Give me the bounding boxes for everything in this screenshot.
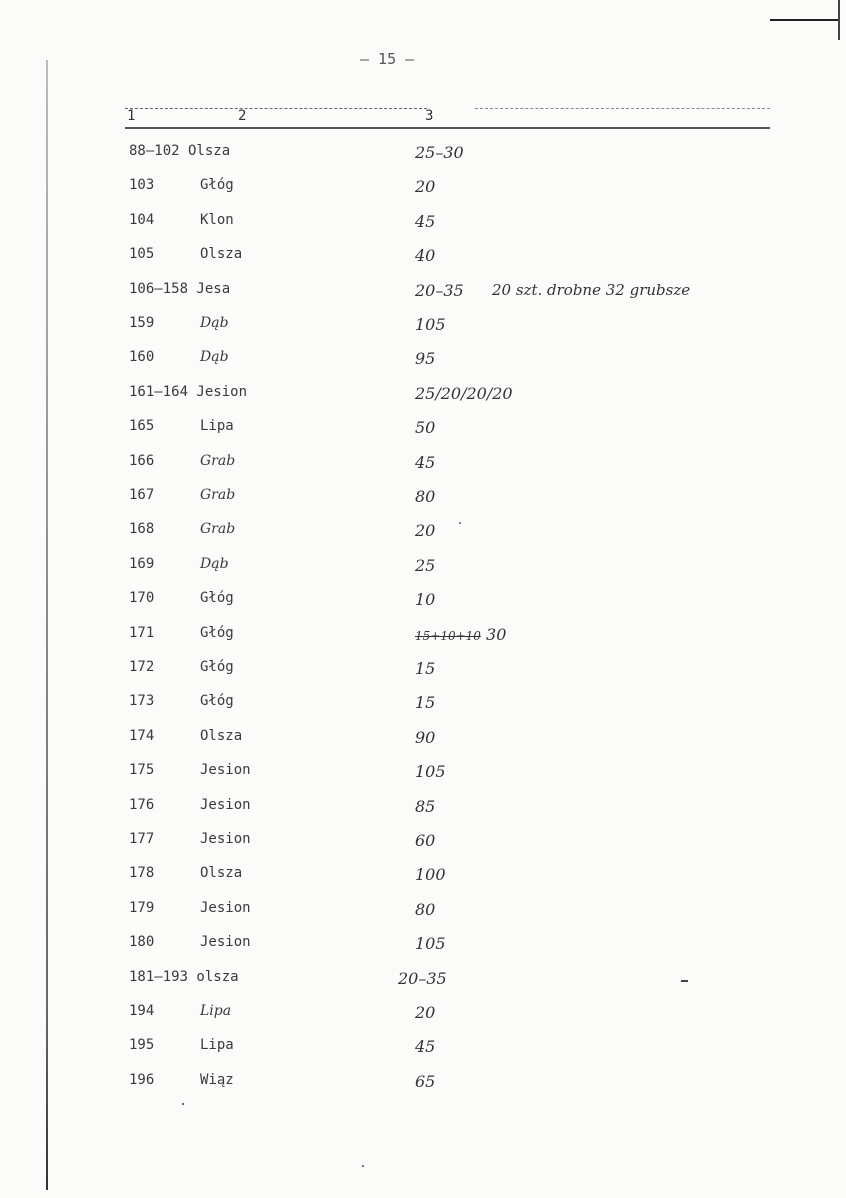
stray-dot [182,1103,184,1105]
stray-dot [459,522,461,524]
table-row [0,143,846,167]
row-number: 179 [129,900,155,916]
table-row [0,762,846,786]
row-value: 25/20/20/20 [415,384,513,403]
row-value: 90 [415,728,436,747]
row-value: 25 [415,556,436,575]
row-species: Dąb [200,556,229,572]
row-value: 60 [415,831,436,850]
row-number: 169 [129,556,155,572]
table-row [0,1072,846,1096]
row-value: 45 [415,212,436,231]
row-value: 100 [415,865,446,884]
row-number-range-species: 88–102 Olsza [129,143,231,159]
row-number: 177 [129,831,155,847]
row-species: Jesion [200,762,251,778]
table-row [0,693,846,717]
row-value: 80 [415,900,436,919]
table-row [0,521,846,545]
row-number-range-species: 161–164 Jesion [129,384,248,400]
row-species: Jesion [200,900,251,916]
table-row [0,900,846,924]
row-value: 105 [415,934,446,953]
row-number: 174 [129,728,155,744]
row-number-range-species: 106–158 Jesa [129,281,231,297]
row-species: Głóg [200,693,234,709]
row-number: 160 [129,349,155,365]
row-number: 167 [129,487,155,503]
row-number: 175 [129,762,155,778]
row-value: 20 [415,521,436,540]
row-number: 168 [129,521,155,537]
struck-value: 15+10+10 [415,629,481,643]
row-number: 171 [129,625,155,641]
row-species: Lipa [200,1037,234,1053]
row-number-range-species: 181–193 olsza [129,969,239,985]
row-number: 105 [129,246,155,262]
table-row [0,797,846,821]
table-row [0,281,846,305]
table-row [0,934,846,958]
stray-dash-mark [681,980,688,982]
row-species: Dąb [200,315,229,331]
row-species: Głóg [200,590,234,606]
table-row [0,177,846,201]
row-number: 104 [129,212,155,228]
row-number: 173 [129,693,155,709]
row-number: 195 [129,1037,155,1053]
row-species: Jesion [200,831,251,847]
row-species: Dąb [200,349,229,365]
table-row [0,831,846,855]
row-value: 85 [415,797,436,816]
header-bottom-line [125,127,770,129]
header-col-2: 2 [238,108,247,124]
row-species: Głóg [200,625,234,641]
row-species: Jesion [200,797,251,813]
table-row [0,453,846,477]
header-top-line-right [475,108,770,109]
row-value: 50 [415,418,436,437]
row-species: Lipa [200,418,234,434]
table-row [0,1003,846,1027]
row-species: Wiąz [200,1072,234,1088]
row-value: 10 [415,590,436,609]
table-row [0,556,846,580]
row-number: 180 [129,934,155,950]
table-row [0,969,846,993]
table-row [0,315,846,339]
table-row [0,659,846,683]
header-col-3: 3 [425,108,434,124]
header-col-1: 1 [127,108,136,124]
row-number: 170 [129,590,155,606]
row-value: 105 [415,762,446,781]
row-species: Olsza [200,728,243,744]
row-number: 165 [129,418,155,434]
right-edge-mark [838,0,840,40]
row-value: 25–30 [415,143,464,162]
table-row [0,487,846,511]
row-number: 159 [129,315,155,331]
table-row [0,590,846,614]
row-species: Jesion [200,934,251,950]
table-row [0,349,846,373]
row-number: 176 [129,797,155,813]
row-value: 20–35 [398,969,447,988]
row-species: Głóg [200,177,234,193]
row-number: 178 [129,865,155,881]
table-row [0,1037,846,1061]
row-species: Lipa [200,1003,232,1019]
header-top-line [125,108,427,109]
row-value: 45 [415,453,436,472]
table-row [0,865,846,889]
row-species: Olsza [200,246,243,262]
table-row [0,418,846,442]
corrected-value: 30 [486,625,507,644]
row-value: 20 [415,177,436,196]
row-number: 166 [129,453,155,469]
page-number: – 15 – [360,50,415,68]
table-row [0,384,846,408]
row-value: 45 [415,1037,436,1056]
row-value: 95 [415,349,436,368]
row-value [415,625,506,644]
row-value: 15 [415,693,436,712]
row-value: 80 [415,487,436,506]
row-value: 65 [415,1072,436,1091]
row-note: 20 szt. drobne 32 grubsze [492,281,691,299]
row-species: Klon [200,212,234,228]
row-value: 20 [415,1003,436,1022]
row-number: 194 [129,1003,155,1019]
table-row [0,728,846,752]
table-row [0,246,846,270]
row-species: Głóg [200,659,234,675]
row-species: Grab [200,521,236,537]
row-number: 103 [129,177,155,193]
stray-dot [362,1165,364,1167]
row-value: 40 [415,246,436,265]
row-species: Olsza [200,865,243,881]
row-value: 20–35 [415,281,464,300]
row-value: 15 [415,659,436,678]
row-value: 105 [415,315,446,334]
row-number: 172 [129,659,155,675]
row-species: Grab [200,487,236,503]
row-species: Grab [200,453,236,469]
top-right-rule [770,19,840,21]
table-header [125,106,770,136]
table-row [0,625,846,649]
row-number: 196 [129,1072,155,1088]
table-row [0,212,846,236]
